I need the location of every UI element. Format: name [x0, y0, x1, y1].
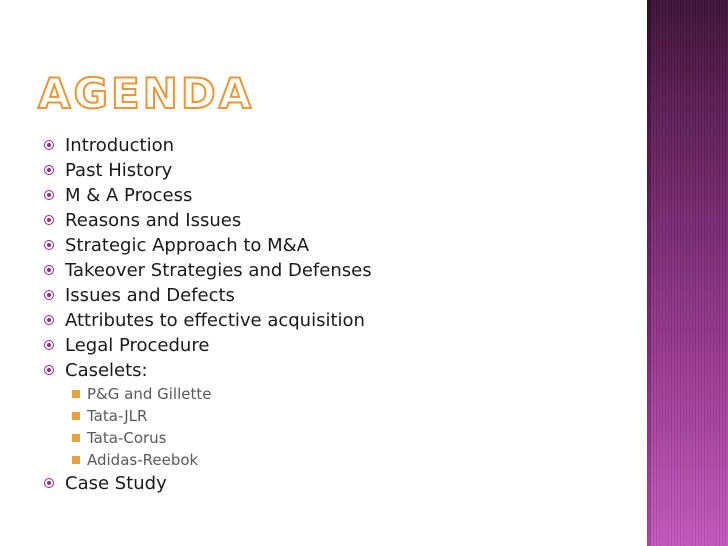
list-item-label: Past History — [65, 160, 173, 181]
circle-bullet-icon — [44, 190, 54, 200]
list-item — [44, 158, 372, 183]
sub-list-item — [71, 405, 372, 427]
list-item — [44, 283, 372, 308]
list-item — [44, 258, 372, 283]
circle-bullet-icon — [44, 365, 54, 375]
list-item-label: Takeover Strategies and Defenses — [65, 260, 372, 281]
list-item-label: Reasons and Issues — [65, 210, 242, 231]
list-item — [44, 208, 372, 233]
list-item-label: Strategic Approach to M&A — [65, 235, 310, 256]
list-item-label: Caselets: — [65, 360, 148, 381]
caselets-sublist — [71, 383, 372, 471]
list-item — [44, 183, 372, 208]
list-item — [44, 333, 372, 358]
list-item-label: Attributes to effective acquisition — [65, 310, 365, 331]
square-bullet-icon — [72, 434, 80, 442]
circle-bullet-icon — [44, 240, 54, 250]
list-item-label: Issues and Defects — [65, 285, 235, 306]
circle-bullet-icon — [44, 265, 54, 275]
square-bullet-icon — [72, 390, 80, 398]
decorative-side-bar — [647, 0, 728, 546]
agenda-list — [44, 133, 372, 496]
list-item-label: Legal Procedure — [65, 335, 210, 356]
list-item — [44, 133, 372, 158]
list-item-label: Case Study — [65, 473, 167, 494]
circle-bullet-icon — [44, 215, 54, 225]
side-bar-edge — [647, 0, 651, 546]
circle-bullet-icon — [44, 140, 54, 150]
sub-list-item-label: Tata-JLR — [87, 407, 148, 425]
sub-list-item — [71, 449, 372, 471]
sub-list-item-label: Tata-Corus — [87, 429, 167, 447]
list-item — [44, 308, 372, 333]
list-item-label: Introduction — [65, 135, 175, 156]
circle-bullet-icon — [44, 478, 54, 488]
circle-bullet-icon — [44, 315, 54, 325]
circle-bullet-icon — [44, 165, 54, 175]
sub-list-item-label: Adidas-Reebok — [87, 451, 199, 469]
list-item — [44, 233, 372, 258]
circle-bullet-icon — [44, 340, 54, 350]
slide-title: AGENDA — [38, 69, 255, 118]
square-bullet-icon — [72, 456, 80, 464]
circle-bullet-icon — [44, 290, 54, 300]
sub-list-item — [71, 427, 372, 449]
list-item-label: M & A Process — [65, 185, 193, 206]
list-item-caselets — [44, 358, 372, 471]
sub-list-item-label: P&G and Gillette — [87, 385, 212, 403]
list-item — [44, 471, 372, 496]
square-bullet-icon — [72, 412, 80, 420]
sub-list-item — [71, 383, 372, 405]
